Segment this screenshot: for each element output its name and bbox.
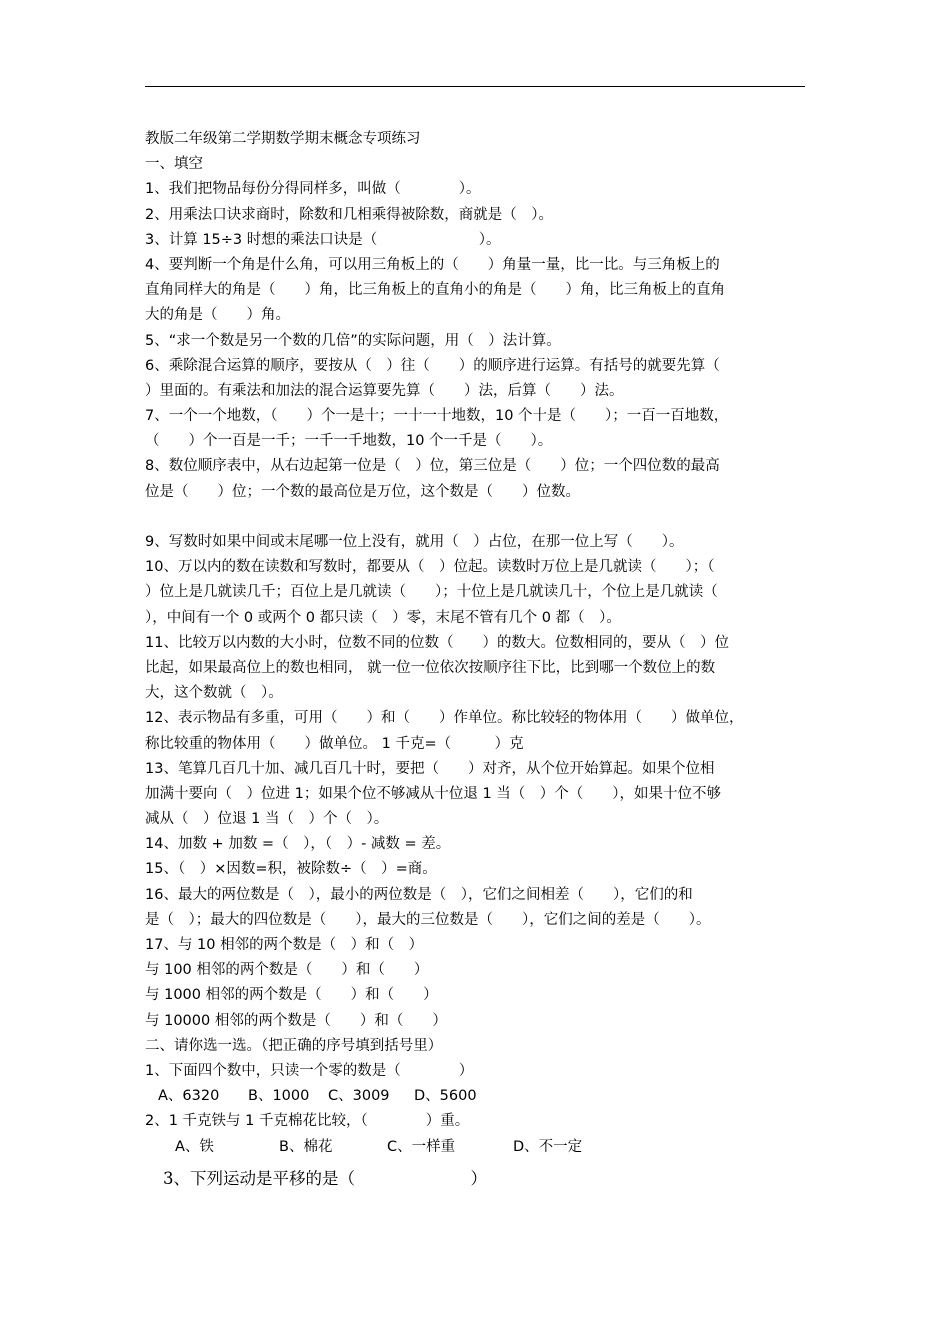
choice-options-1 bbox=[145, 1084, 817, 1109]
question-line: 6、乘除混合运算的顺序，要按从（ ）往（ ）的顺序进行运算。有括号的就要先算（ bbox=[145, 357, 720, 374]
question-line: 14、加数 + 加数 =（ ），（ ）- 减数 = 差。 bbox=[145, 836, 451, 853]
question-line: 5、“求一个数是另一个数的几倍”的实际问题，用（ ）法计算。 bbox=[145, 332, 561, 349]
choice-question-3: 3、下列运动是平移的是（ ） bbox=[163, 1169, 487, 1188]
question-line: 与 10000 相邻的两个数是（ ）和（ ） bbox=[145, 1012, 447, 1029]
question-line: 12、表示物品有多重，可用（ ）和（ ）作单位。称比较轻的物体用（ ）做单位， bbox=[145, 710, 744, 727]
question-line: ），中间有一个 0 或两个 0 都只读（ ）零，末尾不管有几个 0 都（ ）。 bbox=[145, 609, 621, 626]
section-heading-fill-blank: 一、填空 bbox=[145, 156, 203, 173]
question-line: 1、我们把物品每份分得同样多，叫做（ ）。 bbox=[145, 181, 481, 198]
question-line: 减从（ ）位退 1 当（ ）个（ ）。 bbox=[145, 811, 389, 828]
question-line: 9、写数时如果中间或末尾哪一位上没有，就用（ ）占位，在那一位上写（ ）。 bbox=[145, 534, 684, 550]
option-b: B、1000 bbox=[248, 1088, 310, 1105]
page-title: 教版二年级第二学期数学期末概念专项练习 bbox=[145, 131, 421, 147]
question-line: 与 1000 相邻的两个数是（ ）和（ ） bbox=[145, 987, 438, 1004]
question-line: 是（ ）；最大的四位数是（ ），最大的三位数是（ ），它们之间的差是（ ）。 bbox=[145, 911, 711, 928]
question-line: 11、比较万以内数的大小时，位数不同的位数（ ）的数大。位数相同的，要从（ ）位 bbox=[145, 634, 729, 651]
top-rule bbox=[145, 86, 805, 87]
question-line: 7、一个一个地数，（ ）个一是十；一十一十地数，10 个十是（ ）；一百一百地数， bbox=[145, 408, 729, 425]
question-line: 位是（ ）位；一个数的最高位是万位，这个数是（ ）位数。 bbox=[145, 483, 580, 500]
section-heading-multiple-choice: 二、请你选一选。（把正确的序号填到括号里） bbox=[145, 1037, 443, 1054]
option-b: B、棉花 bbox=[279, 1138, 333, 1155]
question-line: 大，这个数就（ ）。 bbox=[145, 685, 283, 702]
choice-question-1: 1、下面四个数中，只读一个零的数是（ ） bbox=[145, 1062, 474, 1079]
question-line: 15、（ ）×因数=积，被除数÷（ ）=商。 bbox=[145, 861, 437, 878]
option-d: D、不一定 bbox=[513, 1138, 583, 1155]
question-line: 2、用乘法口诀求商时，除数和几相乘得被除数，商就是（ ）。 bbox=[145, 206, 553, 223]
question-line: 与 100 相邻的两个数是（ ）和（ ） bbox=[145, 962, 429, 979]
question-line: 大的角是（ ）角。 bbox=[145, 307, 290, 324]
question-line: 加满十要向（ ）位进 1；如果个位不够减从十位退 1 当（ ）个（ ），如果十位不够 bbox=[145, 785, 722, 802]
option-a: A、铁 bbox=[175, 1138, 214, 1155]
question-line: ）里面的。有乘法和加法的混合运算要先算（ ）法，后算（ ）法。 bbox=[145, 382, 624, 399]
choice-question-2: 2、1 千克铁与 1 千克棉花比较，（ ）重。 bbox=[145, 1113, 470, 1130]
question-line: 16、最大的两位数是（ ），最小的两位数是（ ），它们之间相差（ ），它们的和 bbox=[145, 886, 693, 903]
question-line: ）位上是几就读几千；百位上是几就读（ ）；十位上是几就读几十，个位上是几就读（ bbox=[145, 584, 718, 601]
question-line: 4、要判断一个角是什么角，可以用三角板上的（ ）角量一量，比一比。与三角板上的 bbox=[145, 256, 720, 273]
question-line: 17、与 10 相邻的两个数是（ ）和（ ） bbox=[145, 937, 424, 953]
question-line: 直角同样大的角是（ ）角，比三角板上的直角小的角是（ ）角，比三角板上的直角 bbox=[145, 282, 725, 299]
question-line: 10、万以内的数在读数和写数时，都要从（ ）位起。读数时万位上是几就读（ ）；（ bbox=[145, 559, 715, 576]
question-line: 比起，如果最高位上的数也相同， 就一位一位依次按顺序往下比，比到哪一个数位上的数 bbox=[145, 659, 716, 676]
option-a: A、6320 bbox=[158, 1088, 220, 1105]
question-line: 称比较重的物体用（ ）做单位。 1 千克=（ ）克 bbox=[145, 735, 524, 752]
question-line: 13、笔算几百几十加、减几百几十时，要把（ ）对齐，从个位开始算起。如果个位相 bbox=[145, 760, 715, 777]
option-c: C、3009 bbox=[328, 1088, 390, 1105]
option-d: D、5600 bbox=[414, 1088, 477, 1105]
question-line: 3、计算 15÷3 时想的乘法口诀是（ ）。 bbox=[145, 231, 501, 248]
blank-gap bbox=[145, 505, 817, 530]
choice-options-2 bbox=[145, 1135, 817, 1160]
worksheet bbox=[145, 127, 817, 1160]
question-line: 8、数位顺序表中，从右边起第一位是（ ）位，第三位是（ ）位；一个四位数的最高 bbox=[145, 458, 720, 475]
question-line: （ ）个一百是一千；一千一千地数，10 个一千是（ ）。 bbox=[145, 433, 553, 450]
option-c: C、一样重 bbox=[387, 1138, 456, 1155]
